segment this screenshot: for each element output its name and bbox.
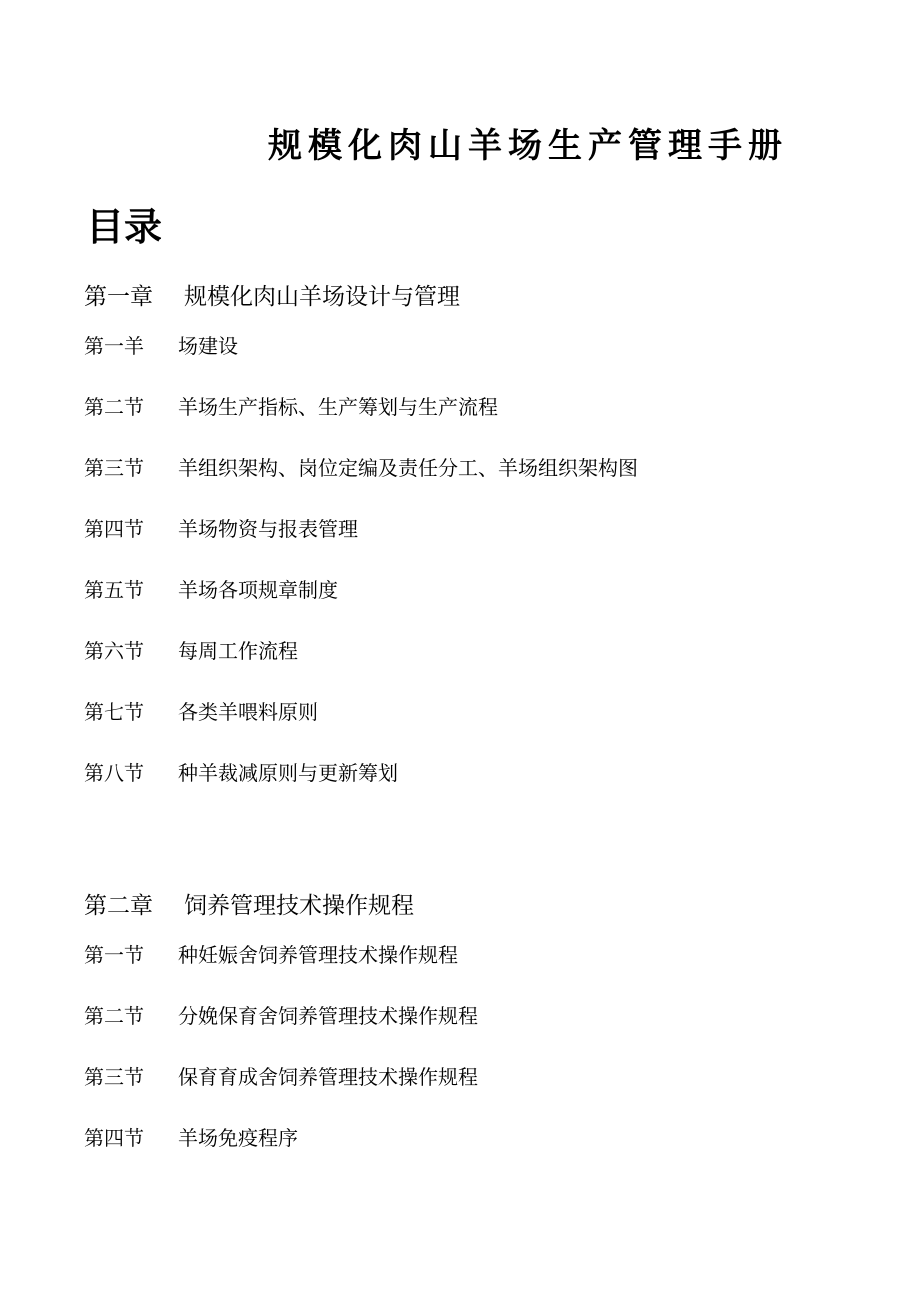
toc-entry bbox=[84, 513, 358, 542]
section-number: 第四节 bbox=[84, 1126, 144, 1150]
toc-entry bbox=[84, 391, 498, 420]
chapter-2-heading bbox=[84, 887, 414, 920]
section-title: 场建设 bbox=[178, 334, 238, 358]
section-number: 第三节 bbox=[84, 1065, 144, 1089]
toc-entry bbox=[84, 1061, 478, 1090]
section-number: 第二节 bbox=[84, 395, 144, 419]
chapter-title: 饲养管理技术操作规程 bbox=[184, 893, 414, 919]
chapter-number: 第一章 bbox=[84, 284, 153, 310]
section-number: 第三节 bbox=[84, 456, 144, 480]
toc-heading: 目录 bbox=[86, 205, 163, 249]
section-title: 分娩保育舍饲养管理技术操作规程 bbox=[178, 1004, 478, 1028]
section-title: 羊组织架构、岗位定编及责任分工、羊场组织架构图 bbox=[178, 456, 638, 480]
section-number: 第七节 bbox=[84, 700, 144, 724]
section-number: 第一羊 bbox=[84, 334, 144, 358]
section-number: 第六节 bbox=[84, 639, 144, 663]
section-title: 每周工作流程 bbox=[178, 639, 298, 663]
toc-entry bbox=[84, 635, 298, 664]
section-number: 第一节 bbox=[84, 943, 144, 967]
section-title: 羊场生产指标、生产筹划与生产流程 bbox=[178, 395, 498, 419]
section-title: 羊场免疫程序 bbox=[178, 1126, 298, 1150]
chapter-1-heading bbox=[84, 278, 460, 311]
document-title: 规模化肉山羊场生产管理手册 bbox=[268, 126, 788, 166]
section-title: 种羊裁减原则与更新筹划 bbox=[178, 761, 398, 785]
section-number: 第八节 bbox=[84, 761, 144, 785]
section-number: 第二节 bbox=[84, 1004, 144, 1028]
section-title: 种妊娠舍饲养管理技术操作规程 bbox=[178, 943, 458, 967]
chapter-number: 第二章 bbox=[84, 893, 153, 919]
section-number: 第四节 bbox=[84, 517, 144, 541]
section-title: 羊场各项规章制度 bbox=[178, 578, 338, 602]
toc-entry bbox=[84, 452, 638, 481]
toc-entry bbox=[84, 574, 338, 603]
chapter-title: 规模化肉山羊场设计与管理 bbox=[184, 284, 460, 310]
toc-entry bbox=[84, 1000, 478, 1029]
toc-entry bbox=[84, 757, 398, 786]
toc-entry bbox=[84, 330, 238, 359]
section-title: 保育育成舍饲养管理技术操作规程 bbox=[178, 1065, 478, 1089]
section-title: 羊场物资与报表管理 bbox=[178, 517, 358, 541]
section-title: 各类羊喂料原则 bbox=[178, 700, 318, 724]
toc-entry bbox=[84, 696, 318, 725]
toc-entry bbox=[84, 939, 458, 968]
section-number: 第五节 bbox=[84, 578, 144, 602]
toc-entry bbox=[84, 1122, 298, 1151]
